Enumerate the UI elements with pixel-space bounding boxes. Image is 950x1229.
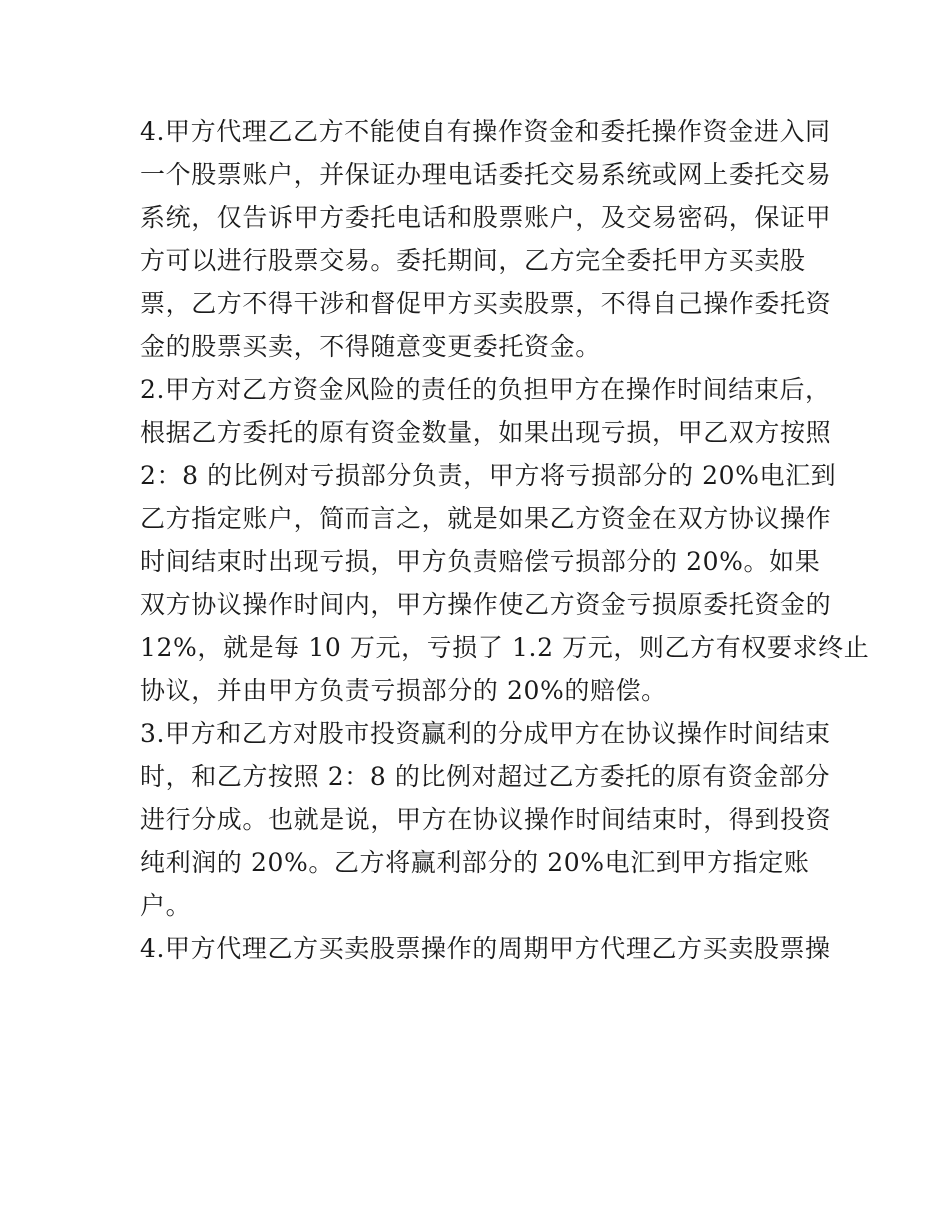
text-line: 时间结束时出现亏损，甲方负责赔偿亏损部分的 20%。如果 — [140, 547, 821, 576]
text-line: 双方协议操作时间内，甲方操作使乙方资金亏损原委托资金的 — [140, 590, 832, 619]
text-line: 纯利润的 20%。乙方将赢利部分的 20%电汇到甲方指定账 — [140, 848, 810, 877]
text-line: 2.甲方对乙方资金风险的责任的负担甲方在操作时间结束后， — [140, 375, 831, 404]
text-line: 协议，并由甲方负责亏损部分的 20%的赔偿。 — [140, 676, 667, 705]
text-line: 4.甲方代理乙方买卖股票操作的周期甲方代理乙方买卖股票操 — [140, 934, 831, 963]
text-line: 4.甲方代理乙乙方不能使自有操作资金和委托操作资金进入同 — [140, 117, 831, 146]
text-line: 3.甲方和乙方对股市投资赢利的分成甲方在协议操作时间结束 — [140, 719, 831, 748]
text-line: 户。 — [140, 891, 192, 920]
document-body — [140, 110, 870, 970]
text-line: 票，乙方不得干涉和督促甲方买卖股票，不得自己操作委托资 — [140, 289, 832, 318]
text-line: 乙方指定账户，简而言之，就是如果乙方资金在双方协议操作 — [140, 504, 832, 533]
text-line: 一个股票账户，并保证办理电话委托交易系统或网上委托交易 — [140, 160, 832, 189]
text-line: 进行分成。也就是说，甲方在协议操作时间结束时，得到投资 — [140, 805, 832, 834]
text-line: 时，和乙方按照 2：8 的比例对超过乙方委托的原有资金部分 — [140, 762, 831, 791]
text-line: 2：8 的比例对亏损部分负责，甲方将亏损部分的 20%电汇到 — [140, 461, 837, 490]
text-line: 金的股票买卖，不得随意变更委托资金。 — [140, 332, 601, 361]
text-line: 12%，就是每 10 万元，亏损了 1.2 万元，则乙方有权要求终止 — [140, 633, 870, 662]
text-line: 方可以进行股票交易。委托期间，乙方完全委托甲方买卖股 — [140, 246, 806, 275]
text-line: 系统，仅告诉甲方委托电话和股票账户，及交易密码，保证甲 — [140, 203, 832, 232]
text-line: 根据乙方委托的原有资金数量，如果出现亏损，甲乙双方按照 — [140, 418, 832, 447]
